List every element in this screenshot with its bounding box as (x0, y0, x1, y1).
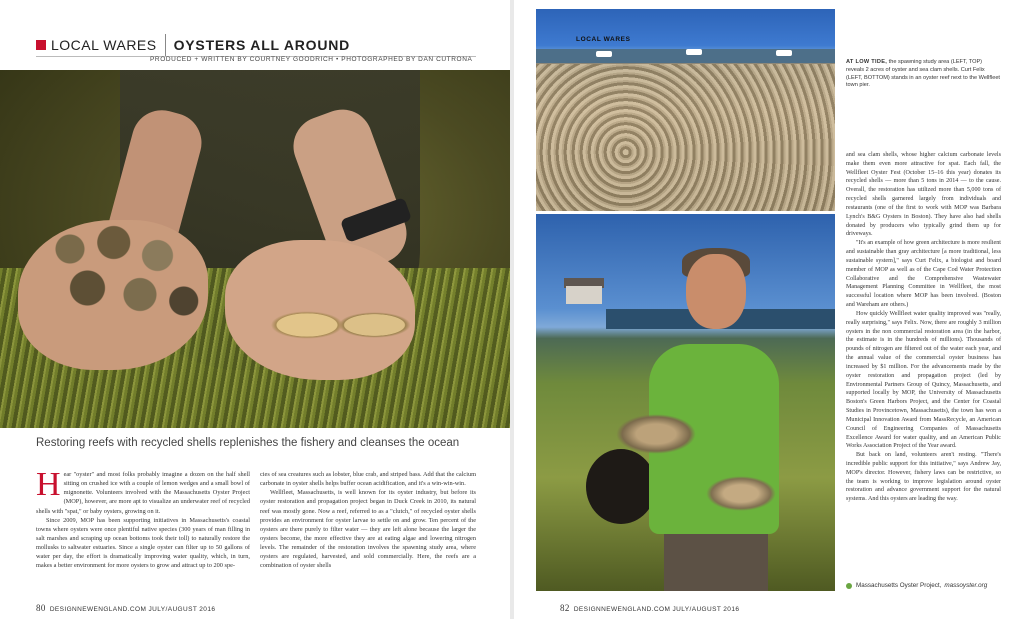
page-number: 82 (560, 603, 570, 613)
folio-left (36, 603, 215, 613)
body-paragraph: "It's an example of how green architecture is more resilient and sustainable than gray architecture [a more traditional, less sustainable system]," says Curt Felix, a biologist and board member of MOP as well as of the Cape Cod Water Protection Collaborative and the Comprehensive Wastewater Management Planning Committee in Wellfleet, the most successful location where MOP has been involved. (Boston and Wareham are others.) (846, 240, 1001, 309)
body-paragraph: Since 2009, MOP has been supporting initiatives in Massachusetts's coastal towns where oysters were once plentiful native species (300 years of man filling in salt marshes and scraping up ocean bottoms took their toll) to naturally restore the mollusks to saltwater estuaries. Since a single oyster can filter up to 50 gallons of water per day, the effort is dramatically improving water quality, which, in turn, makes a better environment for more oysters to grow and attract up to 200 spe- (36, 516, 250, 570)
folio-text: DESIGNNEWENGLAND.COM JULY/AUGUST 2016 (573, 606, 740, 613)
credit-url[interactable]: massoyster.org (944, 582, 988, 589)
body-column-1 (36, 466, 250, 570)
body-paragraph: Wellfleet, Massachusetts, is well known for its oyster industry, but before its oyster restoration and propagation project began in Duck Creek in 2010, its natural reef was mostly gone. Now a reef, referred to as a "clutch," of recycled oyster shells provides an environment for oyster larvae to settle on and grow. Ten percent of the oysters are there purely to filter water — they are left alone because the larger the oysters become, the more effective they are at eating algae and lowering nitrogen levels. The remainder of the restoration involves the spawning study area, where oysters are regulated, harvested, and sold commercially. Here, the reefs are a combination of oyster shells (260, 489, 476, 570)
right-photo-caption (846, 59, 1001, 90)
body-column-2 (260, 470, 476, 570)
section-header (36, 33, 476, 57)
article-credits: PRODUCED + WRITTEN BY COURTNEY GOODRICH • PHOTOGRAPHED BY DAN CUTRONA (150, 56, 473, 63)
drop-cap: H (36, 466, 61, 503)
open-oyster-shells (262, 285, 412, 365)
body-paragraph: ear "oyster" and most folks probably imagine a dozen on the half shell sitting on crushed ice with a couple of lemon wedges and a small bowl of mignonette. Volunteers involved with the Massachusetts Oyster Project (MOP), however, are more apt to visualize an underwater reef of recycled shells with "spat," or baby oysters, growing on it. (36, 471, 250, 515)
photo-hands-holding-oysters (0, 70, 510, 428)
caption-text: the spawning study area (LEFT, TOP) reveals 2 acres of oyster and sea clam shells. Curt Felix (LEFT, BOTTOM) stands in an oyster reef next to the Wellfleet town pier. (846, 59, 1000, 89)
body-paragraph: cies of sea creatures such as lobster, blue crab, and striped bass. Add that the calcium carbonate in oyster shells helps buffer ocean acidification, and it's a win-win-win. (260, 471, 476, 488)
section-label: LOCAL WARES (51, 36, 157, 53)
right-body-column (846, 151, 1001, 504)
photo-curt-felix (536, 214, 835, 591)
photo-oyster-reef-low-tide (536, 9, 835, 211)
folio-text: DESIGNNEWENGLAND.COM JULY/AUGUST 2016 (49, 606, 216, 613)
right-page (514, 0, 1024, 619)
source-credit (846, 582, 987, 589)
page-number: 80 (36, 603, 46, 613)
photo-tag: LOCAL WARES (576, 36, 631, 43)
body-paragraph: But back on land, volunteers aren't resting. "There's incredible public support for this initiative," says Andrew Jay, MOP's director. However, fishery laws can be restrictive, so the team is working to improve legislation around oyster restoration and advance government support for the natural systems. And this oysters are leading the way. (846, 452, 1001, 503)
closed-oyster-pile (35, 210, 210, 340)
dog (586, 449, 656, 524)
header-divider (165, 34, 166, 56)
left-page (0, 0, 510, 619)
article-title: OYSTERS ALL AROUND (173, 36, 351, 53)
section-square-icon (36, 40, 46, 50)
folio-right (560, 603, 739, 613)
caption-lead: AT LOW TIDE, (846, 59, 888, 65)
leaf-bullet-icon (846, 583, 852, 589)
body-paragraph: How quickly Wellfleet water quality improved was "really, really surprising," says Felix. Now, there are roughly 3 million oysters in the non commercial restoration area (in the harbor, the estimate is in the hundreds of millions). Thousands of pounds of nitrogen are filtered out of the water each year, and the annual value of the commercial oyster business has increased by $1 million. For the advancements made by the oyster restoration and propagation project (led by Environmental Partners Group of Quincy, Massachusetts, and supported locally by MOP, the University of Massachusetts Boston's Green Harbors Project, and the Center for Coastal Studies in Provincetown, Massachusetts), the town has won a Municipal Innovation Award from MassRecycle, an American Council of Engineering Companies of Massachusetts Excellence Award for water quality, and an American Public Works Association Project of the Year award. (846, 310, 1001, 450)
credit-org: Massachusetts Oyster Project, (856, 582, 942, 589)
body-paragraph: and sea clam shells, whose higher calcium carbonate levels make them even more attractive for spat. Each fall, the Wellfleet Oyster Fest (October 15–16 this year) donates its recycled shells — more than 5 tons in 2014 — to the cause. Overall, the restoration has utilized more than 5,000 tons of recycled shells garnered largely from individuals and restaurants (one of the first to work with MOP was Barbara Lynch's B&G Oysters in Boston). They have also had shells donated by producers who typically grind them up for driveways. (846, 152, 1001, 238)
article-deck: Restoring reefs with recycled shells replenishes the fishery and cleanses the ocean (36, 437, 460, 449)
